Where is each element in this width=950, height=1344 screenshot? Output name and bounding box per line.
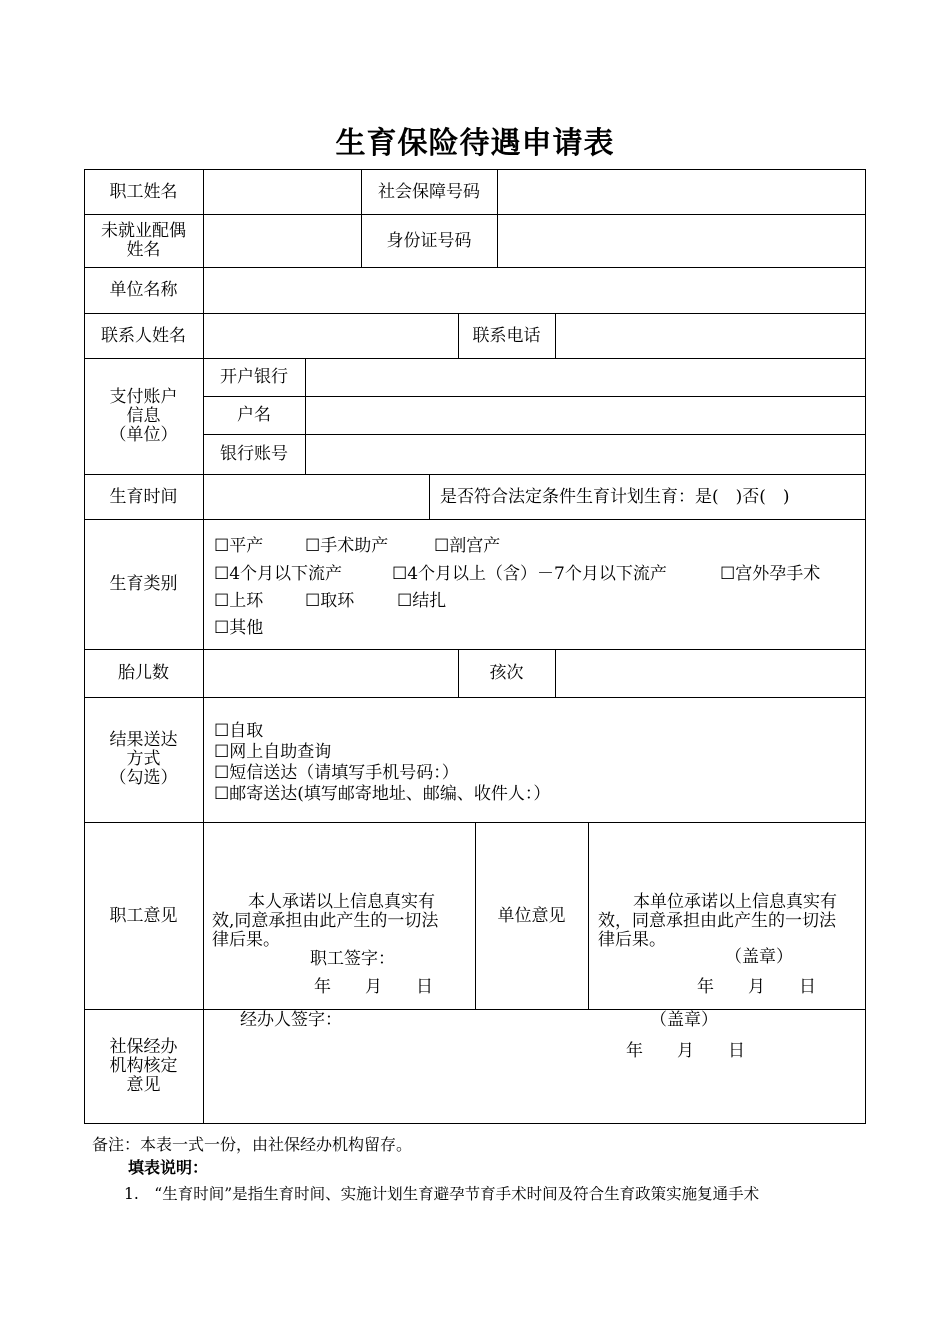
- birth-type-option[interactable]: ☐宫外孕手术: [720, 564, 821, 584]
- social-security-label: 社会保障号码: [378, 181, 480, 202]
- social-security-field[interactable]: [498, 170, 865, 214]
- birth-time-field[interactable]: [204, 475, 429, 519]
- instructions-title: 填表说明：: [128, 1158, 209, 1177]
- child-order-label: 孩次: [489, 663, 524, 683]
- page-title: 生育保险待遇申请表: [335, 126, 615, 161]
- delivery-option-online[interactable]: ☐网上自助查询: [214, 742, 332, 762]
- agency-opinion-label-line1: 社保经办: [109, 1037, 178, 1057]
- contact-phone-field[interactable]: [556, 314, 865, 358]
- agency-opinion-label: [84, 1009, 203, 1124]
- contact-phone-label: 联系电话: [472, 325, 541, 346]
- birth-type-option[interactable]: ☐取环: [305, 591, 355, 611]
- account-number-label: 银行账号: [220, 444, 288, 464]
- employee-pledge-line3: 律后果。: [212, 930, 280, 950]
- spouse-name-label-line1: 未就业配偶: [101, 220, 186, 241]
- delivery-option-sms[interactable]: ☐短信送达（请填写手机号码：）: [214, 763, 459, 783]
- agency-date: 年 月 日: [626, 1041, 745, 1061]
- payment-account-label-line1: 支付账户: [109, 386, 178, 407]
- birth-type-option[interactable]: ☐其他: [214, 618, 264, 638]
- agency-opinion-area[interactable]: [204, 1010, 865, 1123]
- unit-seal-label: （盖章）: [725, 947, 793, 967]
- fetus-count-field[interactable]: [204, 650, 458, 697]
- unit-name-label: 单位名称: [109, 280, 178, 300]
- employee-name-field[interactable]: [204, 170, 361, 214]
- employee-pledge-line1: 本人承诺以上信息真实有: [248, 892, 435, 912]
- unit-pledge-line3: 律后果。: [598, 930, 666, 950]
- unit-name-field[interactable]: [204, 268, 865, 313]
- fetus-count-label: 胎儿数: [118, 663, 169, 683]
- account-name-field[interactable]: [306, 397, 865, 434]
- account-number-field[interactable]: [306, 435, 865, 474]
- birth-type-option[interactable]: ☐4个月以下流产: [214, 564, 343, 584]
- payment-account-label-line3: （单位）: [109, 424, 178, 445]
- payment-account-label-line2: 信息: [126, 405, 161, 426]
- birth-type-option[interactable]: ☐上环: [214, 591, 264, 611]
- agency-opinion-label-line3: 意见: [126, 1075, 161, 1095]
- employee-name-label: 职工姓名: [109, 181, 178, 202]
- delivery-method-label-line1: 结果送达: [109, 730, 178, 750]
- agency-seal-label: （盖章）: [650, 1010, 718, 1030]
- unit-date: 年 月 日: [697, 977, 816, 997]
- remark: 备注：本表一式一份，由社保经办机构留存。: [92, 1135, 413, 1154]
- unit-opinion-label: 单位意见: [497, 905, 566, 926]
- spouse-name-field[interactable]: [204, 215, 361, 267]
- employee-opinion-area[interactable]: [204, 823, 475, 1009]
- payment-account-label: [84, 358, 203, 474]
- delivery-method-label: [84, 697, 203, 822]
- birth-type-option[interactable]: ☐4个月以上（含）－7个月以下流产: [392, 564, 667, 584]
- bank-label: 开户银行: [220, 367, 288, 387]
- delivery-option-self-pickup[interactable]: ☐自取: [214, 721, 264, 741]
- employee-date: 年 月 日: [314, 977, 433, 997]
- contact-name-label: 联系人姓名: [101, 325, 186, 346]
- handler-signature-label: 经办人签字：: [240, 1010, 342, 1030]
- account-name-label: 户名: [237, 405, 271, 425]
- birth-time-label: 生育时间: [109, 486, 178, 507]
- employee-pledge-line2: 效,同意承担由此产生的一切法: [212, 911, 439, 931]
- unit-pledge-line1: 本单位承诺以上信息真实有: [633, 892, 837, 912]
- delivery-method-label-line2: 方式: [126, 749, 161, 769]
- unit-opinion-area[interactable]: [589, 823, 865, 1009]
- id-number-label: 身份证号码: [386, 230, 472, 251]
- delivery-option-mail[interactable]: ☐邮寄送达(填写邮寄地址、邮编、收件人：）: [214, 784, 551, 804]
- agency-opinion-label-line2: 机构核定: [109, 1056, 178, 1076]
- planned-birth-question[interactable]: 是否符合法定条件生育计划生育：是( )否( ): [440, 486, 790, 507]
- birth-type-label: 生育类别: [109, 574, 178, 594]
- unit-pledge-line2: 效，同意承担由此产生的一切法: [598, 911, 836, 931]
- child-order-field[interactable]: [556, 650, 865, 697]
- birth-type-option[interactable]: ☐结扎: [397, 591, 447, 611]
- employee-opinion-label: 职工意见: [109, 905, 178, 926]
- spouse-name-label-line2: 姓名: [126, 239, 161, 260]
- contact-name-field[interactable]: [204, 314, 458, 358]
- instruction-1: 1. “生育时间”是指生育时间、实施计划生育避孕节育手术时间及符合生育政策实施复通手术: [124, 1185, 760, 1203]
- bank-field[interactable]: [306, 359, 865, 396]
- delivery-method-label-line3: （勾选）: [109, 768, 178, 788]
- spouse-name-label: [84, 214, 203, 267]
- birth-type-option[interactable]: ☐剖宫产: [434, 536, 501, 556]
- birth-type-option[interactable]: ☐平产: [214, 536, 264, 556]
- birth-type-option[interactable]: ☐手术助产: [305, 536, 389, 556]
- employee-signature-label: 职工签字：: [310, 949, 395, 969]
- id-number-field[interactable]: [498, 215, 865, 267]
